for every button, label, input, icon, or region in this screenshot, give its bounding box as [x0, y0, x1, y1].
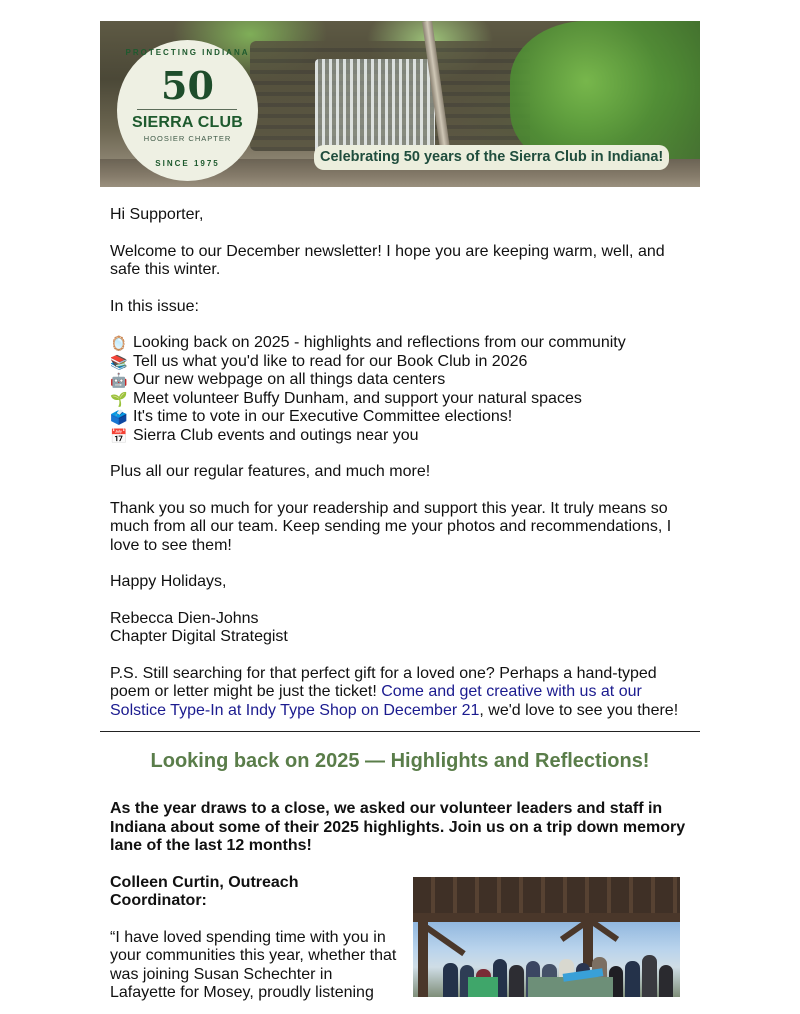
feature-author: Colleen Curtin, Outreach Coordinator: [110, 873, 299, 909]
greeting: Hi Supporter, [110, 206, 204, 223]
feature-quote: “I have loved spending time with you in your communities this year, whether that was joining Susan Schechter in Lafayette for Mosey, proudly listening [110, 928, 397, 1001]
signoff: Happy Holidays, [110, 573, 227, 590]
welcome-paragraph: Welcome to our December newsletter! I hope you are keeping warm, well, and safe this winter. [110, 242, 665, 278]
seedling-icon: 🌱 [110, 390, 128, 407]
section-heading: Looking back on 2025 — Highlights and Reflections! [150, 750, 650, 772]
toc-item-text: Meet volunteer Buffy Dunham, and support your natural spaces [133, 389, 582, 407]
toc-item [110, 390, 690, 409]
toc-item [110, 353, 690, 372]
in-this-issue-label: In this issue: [110, 297, 199, 315]
ballot-box-icon: 🗳️ [110, 409, 128, 426]
toc-item [110, 371, 690, 390]
logo-number: 50 [161, 63, 214, 108]
ps-text: P.S. Still searching for that perfect gift for a loved one? Perhaps a hand-typed poem or letter might be just the ticket! [110, 664, 657, 700]
solstice-type-in-link[interactable]: Come and get creative with us at our Solstice Type-In at Indy Type Shop on December 21 [110, 683, 642, 719]
logo-divider [137, 109, 237, 110]
thanks-paragraph: Thank you so much for your readership and support this year. It truly means so much from all our team. Keep sending me your photos and recommendations, I love to see them! [110, 499, 672, 554]
toc-item-text: It's time to vote in our Executive Committee elections! [133, 408, 513, 425]
pavilion-roof [413, 877, 680, 917]
toc-item-text: Sierra Club events and outings near you [133, 426, 419, 444]
calendar-icon: 📅 [110, 427, 128, 444]
sierra-club-flag [468, 977, 498, 997]
letter-body [100, 206, 700, 720]
sierra-club-50-logo [117, 40, 258, 181]
ps-text-end: , we'd love to see you there! [479, 701, 679, 719]
toc-item-text: Tell us what you'd like to read for our Book Club in 2026 [133, 352, 528, 370]
person [443, 963, 458, 997]
person [642, 955, 657, 997]
table-of-contents [110, 334, 690, 445]
toc-item-text: Our new webpage on all things data centers [133, 371, 446, 388]
toc-item [110, 408, 690, 427]
robot-icon: 🤖 [110, 372, 128, 389]
mirror-icon: 🪞 [110, 335, 128, 352]
logo-chapter: HOOSIER CHAPTER [143, 134, 232, 143]
section-intro: As the year draws to a close, we asked our volunteer leaders and staff in Indiana about some of their 2025 highlights. Join us on a trip down memory lane of the last 12 months! [110, 800, 686, 854]
highlight-feature [100, 874, 700, 1014]
signature [110, 610, 690, 647]
books-icon: 📚 [110, 353, 128, 370]
header-banner-image [100, 21, 700, 187]
signature-name: Rebecca Dien-Johns [110, 609, 259, 627]
person [625, 961, 640, 997]
section-divider [100, 731, 700, 732]
logo-arc-text: PROTECTING INDIANA [125, 48, 250, 57]
logo-since: SINCE 1975 [155, 159, 220, 168]
person [509, 965, 524, 997]
volunteer-group-photo [413, 877, 680, 997]
pavilion-beam [413, 913, 680, 922]
ps-paragraph [110, 665, 690, 721]
logo-name: SIERRA CLUB [132, 114, 243, 131]
plus-paragraph: Plus all our regular features, and much more! [110, 463, 431, 480]
person [659, 965, 674, 997]
toc-item-text: Looking back on 2025 - highlights and reflections from our community [133, 334, 626, 351]
toc-item [110, 427, 690, 446]
toc-item [110, 334, 690, 353]
newsletter [100, 21, 700, 1014]
signature-title: Chapter Digital Strategist [110, 628, 288, 645]
banner-caption: Celebrating 50 years of the Sierra Club in Indiana! [314, 145, 669, 170]
